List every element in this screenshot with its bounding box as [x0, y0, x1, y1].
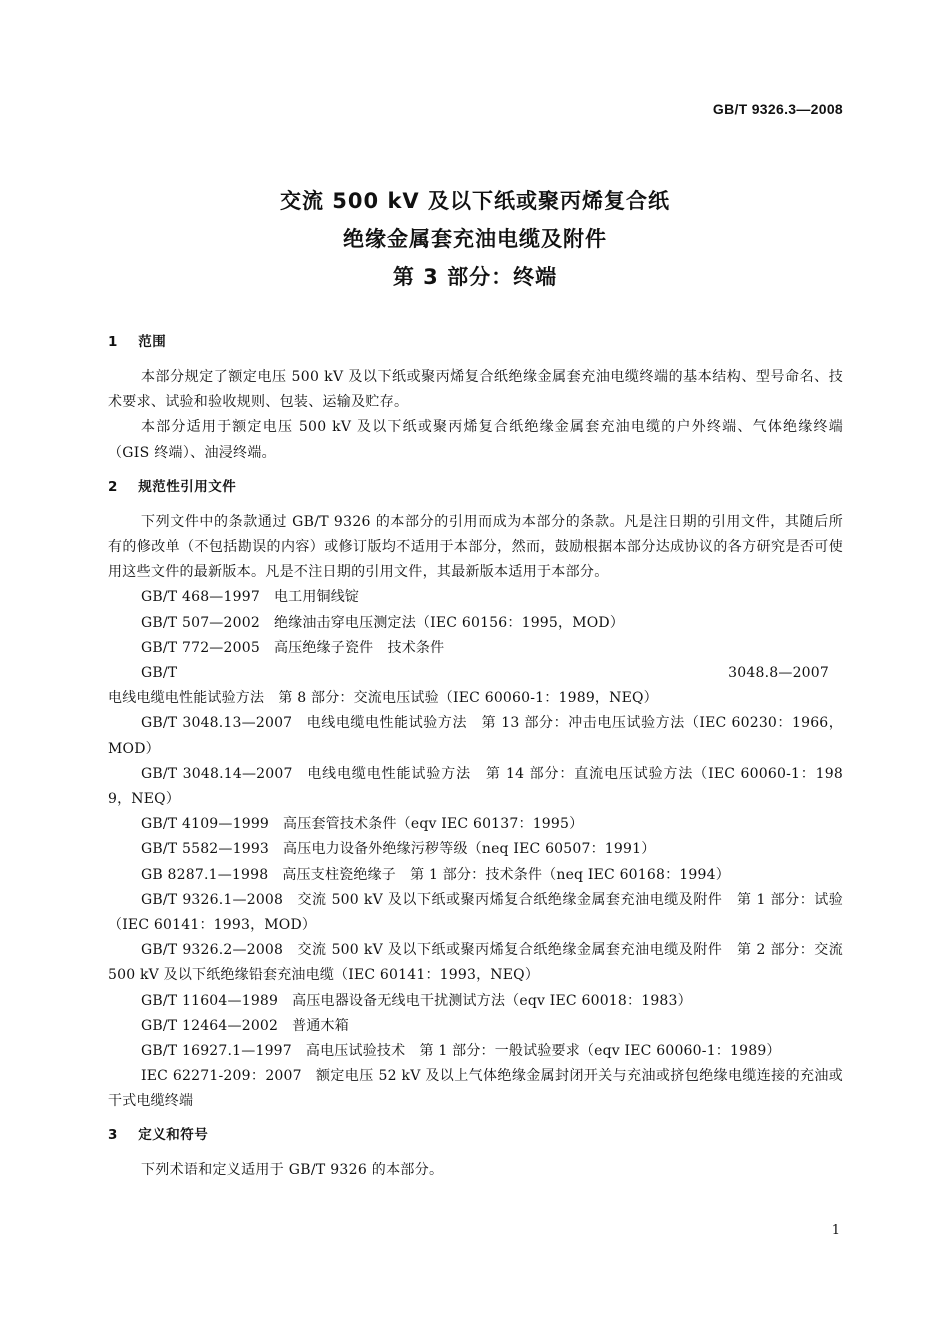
reference-title: 交流 500 kV 及以下纸或聚丙烯复合纸绝缘金属套充油电缆及附件 第 2 部分：交流 500 kV 及以下纸绝缘铅套充油电缆（IEC 60141：1993，NEQ）: [108, 942, 843, 984]
reference-code: GB/T 11604—1989: [141, 992, 279, 1009]
document-body: [108, 330, 843, 1183]
reference-title: 普通木箱: [292, 1017, 349, 1034]
paragraph: 下列文件中的条款通过 GB/T 9326 的本部分的引用而成为本部分的条款。凡是注日期的引用文件，其随后所有的修改单（不包括勘误的内容）或修订版均不适用于本部分，然而，鼓励根据本部分达成协议的各方研究是否可使用这些文件的最新版本。凡是不注日期的引用文件，其最新版本适用于本部分。: [108, 513, 843, 581]
reference-item: [108, 989, 843, 1014]
reference-title: 高电压试验技术 第 1 部分：一般试验要求（eqv IEC 60060-1：1989）: [305, 1043, 781, 1060]
reference-code: IEC 62271-209：2007: [141, 1068, 302, 1085]
page-number: 1: [831, 1223, 840, 1238]
section-heading-scope: [108, 330, 843, 355]
reference-item: [108, 1014, 843, 1039]
reference-code: GB/T 507—2002: [141, 614, 260, 631]
reference-code: GB/T 12464—2002: [141, 1017, 279, 1034]
paragraph: 下列术语和定义适用于 GB/T 9326 的本部分。: [141, 1161, 444, 1178]
section-heading-definitions: [108, 1123, 843, 1148]
reference-item: [108, 888, 843, 938]
reference-title: 额定电压 52 kV 及以上气体绝缘金属封闭开关与充油或挤包绝缘电缆连接的充油或干式电缆终端: [108, 1068, 843, 1110]
section-body-definitions: [108, 1158, 843, 1183]
reference-title: 交流 500 kV 及以下纸或聚丙烯复合纸绝缘金属套充油电缆及附件 第 1 部分：试验（IEC 60141：1993，MOD）: [108, 891, 843, 934]
reference-list: [108, 585, 843, 1114]
reference-item: [108, 863, 843, 888]
section-body-normative-references: [108, 510, 843, 1115]
title-line-1: 交流 500 kV 及以下纸或聚丙烯复合纸: [280, 189, 670, 213]
reference-title: 高压电力设备外绝缘污秽等级（neq IEC 60507：1991）: [283, 841, 656, 858]
section-number: 2: [108, 478, 118, 495]
reference-item: [108, 837, 843, 862]
reference-title: 高压绝缘子瓷件 技术条件: [273, 639, 445, 656]
reference-title: 电线电缆电性能试验方法 第 13 部分：冲击电压试验方法（IEC 60230：1966，MOD）: [108, 715, 843, 757]
reference-item: [108, 1064, 843, 1114]
reference-title: 高压支柱瓷绝缘子 第 1 部分：技术条件（neq IEC 60168：1994）: [282, 866, 730, 883]
section-title: 规范性引用文件: [138, 478, 237, 495]
reference-code: GB/T 5582—1993: [141, 841, 270, 858]
title-line-3: 第 3 部分：终端: [392, 265, 558, 289]
reference-code: GB/T 468—1997: [141, 589, 260, 606]
reference-code: GB/T 9326.2—2008: [141, 942, 284, 959]
reference-item: [108, 1039, 843, 1064]
reference-item: [108, 636, 843, 661]
reference-title: 高压电器设备无线电干扰测试方法（eqv IEC 60018：1983）: [292, 992, 692, 1009]
section-title: 定义和符号: [138, 1126, 209, 1143]
section-heading-normative-references: [108, 475, 843, 500]
reference-title: 电线电缆电性能试验方法 第 14 部分：直流电压试验方法（IEC 60060-1：1989，NEQ）: [108, 765, 843, 808]
section-body-scope: [108, 365, 843, 466]
reference-item: [108, 938, 843, 988]
reference-item: [108, 812, 843, 837]
reference-code: GB/T 4109—1999: [141, 816, 270, 833]
reference-item: [108, 711, 843, 761]
section-number: 3: [108, 1126, 118, 1143]
reference-item: [108, 661, 843, 711]
paragraph: 本部分规定了额定电压 500 kV 及以下纸或聚丙烯复合纸绝缘金属套充油电缆终端的基本结构、型号命名、技术要求、试验和验收规则、包装、运输及贮存。: [108, 369, 843, 411]
section-number: 1: [108, 334, 118, 350]
paragraph: 本部分适用于额定电压 500 kV 及以下纸或聚丙烯复合纸绝缘金属套充油电缆的户外终端、气体绝缘终端（GIS 终端）、油浸终端。: [108, 419, 843, 461]
reference-title: 电线电缆电性能试验方法 第 8 部分：交流电压试验（IEC 60060-1：1989，NEQ）: [108, 690, 658, 707]
reference-code: GB/T 3048.13—2007: [141, 715, 293, 732]
section-title: 范围: [138, 334, 167, 350]
reference-code: GB/T 3048.14—2007: [141, 765, 293, 782]
reference-code: GB/T 772—2005: [141, 639, 260, 656]
reference-title: 电工用铜线锭: [273, 589, 360, 606]
reference-code: GB 8287.1—1998: [141, 866, 269, 883]
reference-item: [108, 762, 843, 812]
reference-title: 高压套管技术条件（eqv IEC 60137：1995）: [283, 816, 584, 833]
reference-title: 绝缘油击穿电压测定法（IEC 60156：1995，MOD）: [273, 614, 625, 631]
title-line-2: 绝缘金属套充油电缆及附件: [343, 227, 607, 251]
reference-code: GB/T 16927.1—1997: [141, 1043, 292, 1060]
reference-code: GB/T 9326.1—2008: [141, 891, 284, 908]
document-title: [0, 182, 950, 296]
reference-item: [108, 611, 843, 636]
reference-code: GB/T 3048.8—2007: [141, 665, 829, 682]
standard-code: GB/T 9326.3—2008: [712, 101, 843, 117]
reference-item: [108, 585, 843, 610]
